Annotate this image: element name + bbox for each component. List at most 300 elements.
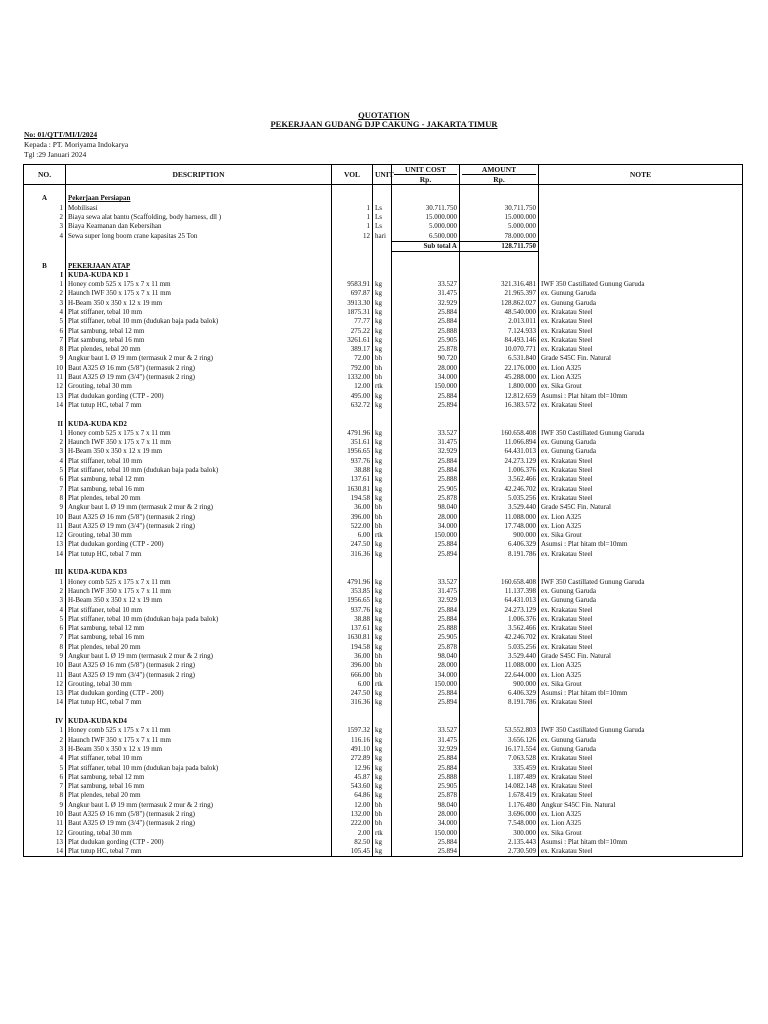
item-number: 12 [24,531,66,540]
empty-cell [66,241,332,251]
item-unit: kg [373,782,392,791]
table-row [24,773,743,782]
item-volume: 36.00 [332,503,373,512]
item-volume: 4791.96 [332,577,373,586]
item-note: Angkur S45C Fin. Natural [539,801,743,810]
empty-cell [539,410,743,419]
item-unit: rtk [373,828,392,837]
empty-cell [373,559,392,568]
item-unit: Ls [373,222,392,231]
empty-cell [460,252,539,262]
item-unit: bh [373,373,392,382]
item-volume: 45.87 [332,773,373,782]
empty-cell [392,410,460,419]
item-amount: 7.124.933 [460,326,539,335]
item-description: Plat tutup HC, tebal 7 mm [66,401,332,410]
item-unit-cost: 31.475 [392,736,460,745]
item-volume: 396.00 [332,661,373,670]
item-unit-cost: 25.884 [392,754,460,763]
item-description: Haunch IWF 350 x 175 x 7 x 11 mm [66,289,332,298]
item-unit: kg [373,791,392,800]
empty-cell [66,185,332,195]
empty-cell [24,252,66,262]
item-description: Plat stiffaner, tebal 10 mm [66,457,332,466]
item-amount: 5.035.256 [460,643,539,652]
empty-cell [24,185,66,195]
item-note [539,231,743,241]
empty-cell [24,241,66,251]
item-note: Asumsi : Plat hitam tbl=10mm [539,540,743,549]
item-amount: 6.406.329 [460,689,539,698]
item-unit: kg [373,736,392,745]
item-number: 13 [24,540,66,549]
item-volume: 12 [332,231,373,241]
item-amount: 128.862.027 [460,299,539,308]
item-number: 4 [24,457,66,466]
group-number: III [24,568,66,577]
item-unit: bh [373,661,392,670]
item-unit-cost: 25.878 [392,494,460,503]
item-note: ex. Lion A325 [539,522,743,531]
item-unit: rtk [373,382,392,391]
item-unit-cost: 98.040 [392,801,460,810]
item-number: 3 [24,447,66,456]
unit-cost-label: UNIT COST [405,165,446,174]
empty-cell [392,559,460,568]
empty-cell [539,252,743,262]
item-unit-cost: 34.000 [392,373,460,382]
group-row [24,717,743,726]
empty-cell [460,271,539,280]
item-number: 4 [24,308,66,317]
item-number: 13 [24,838,66,847]
item-note: Asumsi : Plat hitam tbl=10mm [539,838,743,847]
item-number: 9 [24,354,66,363]
item-amount: 8.191.786 [460,550,539,559]
item-note: ex. Krakatau Steel [539,605,743,614]
item-amount: 17.748.000 [460,522,539,531]
item-description: Plat plendes, tebal 20 mm [66,791,332,800]
item-description: H-Beam 350 x 350 x 12 x 19 mm [66,596,332,605]
empty-cell [460,559,539,568]
item-description: Plat stiffaner, tebal 10 mm (dudukan baja pada balok) [66,317,332,326]
item-volume: 194.58 [332,494,373,503]
table-row [24,615,743,624]
item-unit-cost: 150.000 [392,382,460,391]
item-number: 12 [24,382,66,391]
item-unit-cost: 34.000 [392,819,460,828]
item-unit-cost: 25.905 [392,782,460,791]
table-row [24,550,743,559]
item-amount: 53.552.803 [460,726,539,735]
item-unit: bh [373,801,392,810]
item-note: Grade S45C Fin. Natural [539,503,743,512]
empty-cell [392,261,460,270]
item-note: ex. Krakatau Steel [539,773,743,782]
item-unit: kg [373,392,392,401]
table-row [24,345,743,354]
item-description: H-Beam 350 x 350 x 12 x 19 mm [66,447,332,456]
item-unit: kg [373,698,392,707]
item-note: ex. Krakatau Steel [539,643,743,652]
item-number: 9 [24,801,66,810]
item-amount: 6.406.329 [460,540,539,549]
item-unit-cost: 25.884 [392,605,460,614]
item-unit: kg [373,485,392,494]
item-unit: hari [373,231,392,241]
item-volume: 12.96 [332,763,373,772]
item-amount: 1.176.480 [460,801,539,810]
item-volume: 1875.31 [332,308,373,317]
table-row [24,466,743,475]
item-volume: 697.87 [332,289,373,298]
item-unit: kg [373,540,392,549]
empty-cell [539,194,743,203]
col-header-description: DESCRIPTION [66,165,332,185]
spacer-row [24,252,743,262]
item-description: Plat sambung, tebal 16 mm [66,485,332,494]
item-volume: 38.88 [332,615,373,624]
item-number: 13 [24,689,66,698]
item-number: 13 [24,392,66,401]
item-amount: 22.644.000 [460,670,539,679]
item-number: 8 [24,791,66,800]
empty-cell [332,271,373,280]
item-unit-cost: 28.000 [392,364,460,373]
spacer-row [24,185,743,195]
item-note: ex. Sika Grout [539,828,743,837]
item-unit-cost: 32.929 [392,745,460,754]
item-unit: kg [373,289,392,298]
item-unit-cost: 150.000 [392,680,460,689]
item-note: IWF 350 Castillated Gunung Garuda [539,726,743,735]
item-unit: kg [373,689,392,698]
item-note: ex. Krakatau Steel [539,345,743,354]
empty-cell [373,241,392,251]
item-number: 10 [24,661,66,670]
item-unit: kg [373,773,392,782]
empty-cell [373,194,392,203]
item-description: H-Beam 350 x 350 x 12 x 19 mm [66,745,332,754]
item-note: ex. Sika Grout [539,531,743,540]
item-amount: 84.493.146 [460,336,539,345]
item-unit: kg [373,317,392,326]
table-row [24,801,743,810]
item-note: Grade S45C Fin. Natural [539,652,743,661]
item-number: 11 [24,522,66,531]
item-unit-cost: 34.000 [392,522,460,531]
item-amount: 11.088.000 [460,512,539,521]
item-number: 1 [24,577,66,586]
item-note: ex. Krakatau Steel [539,633,743,642]
empty-cell [539,241,743,251]
empty-cell [373,708,392,717]
item-number: 4 [24,231,66,241]
item-unit: kg [373,280,392,289]
item-unit-cost: 31.475 [392,289,460,298]
table-row [24,587,743,596]
item-note [539,213,743,222]
item-unit: kg [373,643,392,652]
item-unit-cost: 25.884 [392,457,460,466]
item-number: 6 [24,326,66,335]
item-volume: 222.00 [332,819,373,828]
item-unit-cost: 32.929 [392,596,460,605]
empty-cell [332,568,373,577]
item-unit-cost: 25.884 [392,392,460,401]
item-unit-cost: 32.929 [392,299,460,308]
item-description: Sewa super long boom crane kapasitas 25 Ton [66,231,332,241]
item-description: Baut A325 Ø 19 mm (3/4") (termasuk 2 ring) [66,670,332,679]
item-note: ex. Gunung Garuda [539,438,743,447]
item-number: 2 [24,736,66,745]
item-unit-cost: 98.040 [392,652,460,661]
item-number: 14 [24,698,66,707]
item-description: Haunch IWF 350 x 175 x 7 x 11 mm [66,736,332,745]
item-volume: 792.00 [332,364,373,373]
table-row [24,401,743,410]
item-description: Haunch IWF 350 x 175 x 7 x 11 mm [66,587,332,596]
table-row [24,577,743,586]
item-unit-cost: 33.527 [392,726,460,735]
item-amount: 1.187.489 [460,773,539,782]
item-volume: 632.72 [332,401,373,410]
table-row [24,670,743,679]
item-number: 2 [24,438,66,447]
item-amount: 24.273.129 [460,457,539,466]
item-description: Honey comb 525 x 175 x 7 x 11 mm [66,726,332,735]
item-unit: kg [373,336,392,345]
item-unit-cost: 28.000 [392,661,460,670]
item-volume: 1630.81 [332,633,373,642]
empty-cell [373,717,392,726]
item-amount: 3.696.000 [460,810,539,819]
item-number: 5 [24,317,66,326]
item-amount: 160.658.408 [460,577,539,586]
item-amount: 900.000 [460,680,539,689]
item-volume: 38.88 [332,466,373,475]
item-number: 14 [24,401,66,410]
item-unit: kg [373,457,392,466]
item-unit: bh [373,819,392,828]
group-number: II [24,419,66,428]
item-note: ex. Lion A325 [539,373,743,382]
item-volume: 137.61 [332,624,373,633]
table-row [24,326,743,335]
empty-cell [332,185,373,195]
item-volume: 1630.81 [332,485,373,494]
empty-cell [460,410,539,419]
item-volume: 316.36 [332,550,373,559]
item-unit-cost: 30.711.750 [392,204,460,213]
table-row [24,522,743,531]
quotation-table [23,164,743,857]
table-row [24,810,743,819]
item-amount: 64.431.013 [460,447,539,456]
item-amount: 22.176.000 [460,364,539,373]
item-unit-cost: 25.884 [392,540,460,549]
section-row [24,194,743,203]
group-row [24,419,743,428]
item-volume: 1956.65 [332,447,373,456]
item-note: ex. Gunung Garuda [539,745,743,754]
item-description: H-Beam 350 x 350 x 12 x 19 mm [66,299,332,308]
item-unit: kg [373,763,392,772]
item-unit: kg [373,745,392,754]
item-note: Grade S45C Fin. Natural [539,354,743,363]
item-volume: 272.89 [332,754,373,763]
empty-cell [460,261,539,270]
item-unit: kg [373,615,392,624]
item-note: ex. Lion A325 [539,810,743,819]
item-number: 2 [24,213,66,222]
item-unit-cost: 25.878 [392,345,460,354]
item-amount: 5.035.256 [460,494,539,503]
item-number: 8 [24,643,66,652]
item-description: Plat tutup HC, tebal 7 mm [66,550,332,559]
item-description: Grouting, tebal 30 mm [66,828,332,837]
spacer-row [24,559,743,568]
empty-cell [24,559,66,568]
item-amount: 3.529.440 [460,503,539,512]
item-amount: 1.800.000 [460,382,539,391]
item-description: Plat tutup HC, tebal 7 mm [66,847,332,857]
table-row [24,438,743,447]
item-volume: 1 [332,204,373,213]
item-unit-cost: 150.000 [392,531,460,540]
table-row [24,289,743,298]
table-row [24,698,743,707]
item-unit: kg [373,345,392,354]
group-title: KUDA-KUDA KD 1 [66,271,332,280]
item-volume: 937.76 [332,457,373,466]
item-note: Asumsi : Plat hitam tbl=10mm [539,392,743,401]
table-row [24,661,743,670]
item-unit: kg [373,475,392,484]
item-unit: kg [373,624,392,633]
empty-cell [392,185,460,195]
item-unit-cost: 25.905 [392,336,460,345]
item-number: 9 [24,503,66,512]
item-number: 3 [24,745,66,754]
item-unit-cost: 15.000.000 [392,213,460,222]
item-note: ex. Krakatau Steel [539,485,743,494]
group-row [24,568,743,577]
item-description: Haunch IWF 350 x 175 x 7 x 11 mm [66,438,332,447]
item-note: ex. Gunung Garuda [539,447,743,456]
item-amount: 7.548.000 [460,819,539,828]
item-unit-cost: 25.884 [392,838,460,847]
item-volume: 82.50 [332,838,373,847]
empty-cell [539,559,743,568]
item-note: IWF 350 Castillated Gunung Garuda [539,280,743,289]
item-volume: 6.00 [332,680,373,689]
item-note: ex. Sika Grout [539,680,743,689]
item-unit: bh [373,652,392,661]
item-amount: 14.082.148 [460,782,539,791]
item-note: ex. Krakatau Steel [539,782,743,791]
item-volume: 3913.30 [332,299,373,308]
table-row [24,373,743,382]
empty-cell [332,252,373,262]
item-number: 11 [24,670,66,679]
item-number: 12 [24,828,66,837]
item-amount: 2.730.509 [460,847,539,857]
item-unit-cost: 25.888 [392,326,460,335]
item-volume: 353.85 [332,587,373,596]
item-amount: 2.135.443 [460,838,539,847]
item-note [539,204,743,213]
subtotal-amount: 128.711.750 [460,241,539,251]
empty-cell [392,252,460,262]
item-number: 8 [24,345,66,354]
item-volume: 9583.91 [332,280,373,289]
empty-cell [66,410,332,419]
item-unit: Ls [373,204,392,213]
group-row [24,271,743,280]
empty-cell [332,194,373,203]
item-unit: Ls [373,213,392,222]
item-description: Baut A325 Ø 19 mm (3/4") (termasuk 2 ring) [66,819,332,828]
item-description: Baut A325 Ø 16 mm (5/8") (termasuk 2 ring) [66,512,332,521]
empty-cell [332,559,373,568]
item-unit-cost: 25.878 [392,791,460,800]
item-number: 1 [24,726,66,735]
item-amount: 16.383.572 [460,401,539,410]
empty-cell [392,717,460,726]
item-note: ex. Krakatau Steel [539,317,743,326]
item-unit-cost: 34.000 [392,670,460,679]
item-note: ex. Krakatau Steel [539,466,743,475]
item-amount: 335.459 [460,763,539,772]
item-volume: 36.00 [332,652,373,661]
item-volume: 247.50 [332,689,373,698]
item-description: Plat dudukan gording (CTP - 200) [66,392,332,401]
item-description: Plat plendes, tebal 20 mm [66,643,332,652]
item-note: IWF 350 Castillated Gunung Garuda [539,577,743,586]
table-row [24,364,743,373]
empty-cell [460,568,539,577]
empty-cell [332,410,373,419]
item-unit: kg [373,466,392,475]
item-volume: 194.58 [332,643,373,652]
item-description: Biaya Keamanan dan Kebersihan [66,222,332,231]
item-description: Plat plendes, tebal 20 mm [66,494,332,503]
item-unit-cost: 25.878 [392,643,460,652]
item-unit-cost: 25.905 [392,485,460,494]
item-amount: 12.812.659 [460,392,539,401]
table-row [24,754,743,763]
item-amount: 24.273.129 [460,605,539,614]
item-unit-cost: 28.000 [392,810,460,819]
item-description: Plat stiffaner, tebal 10 mm (dudukan baja pada balok) [66,763,332,772]
item-amount: 42.246.702 [460,485,539,494]
item-amount: 2.013.011 [460,317,539,326]
item-number: 10 [24,512,66,521]
item-note [539,222,743,231]
item-note: ex. Krakatau Steel [539,615,743,624]
empty-cell [332,419,373,428]
table-row [24,680,743,689]
section-title: PEKERJAAN ATAP [66,261,332,270]
item-number: 14 [24,847,66,857]
item-description: Angkur baut L Ø 19 mm (termasuk 2 mur & 2 ring) [66,503,332,512]
item-volume: 116.16 [332,736,373,745]
table-row [24,763,743,772]
quotation-number: No: 01/QTT/MI/I/2024 [24,130,98,139]
empty-cell [539,717,743,726]
item-amount: 8.191.786 [460,698,539,707]
